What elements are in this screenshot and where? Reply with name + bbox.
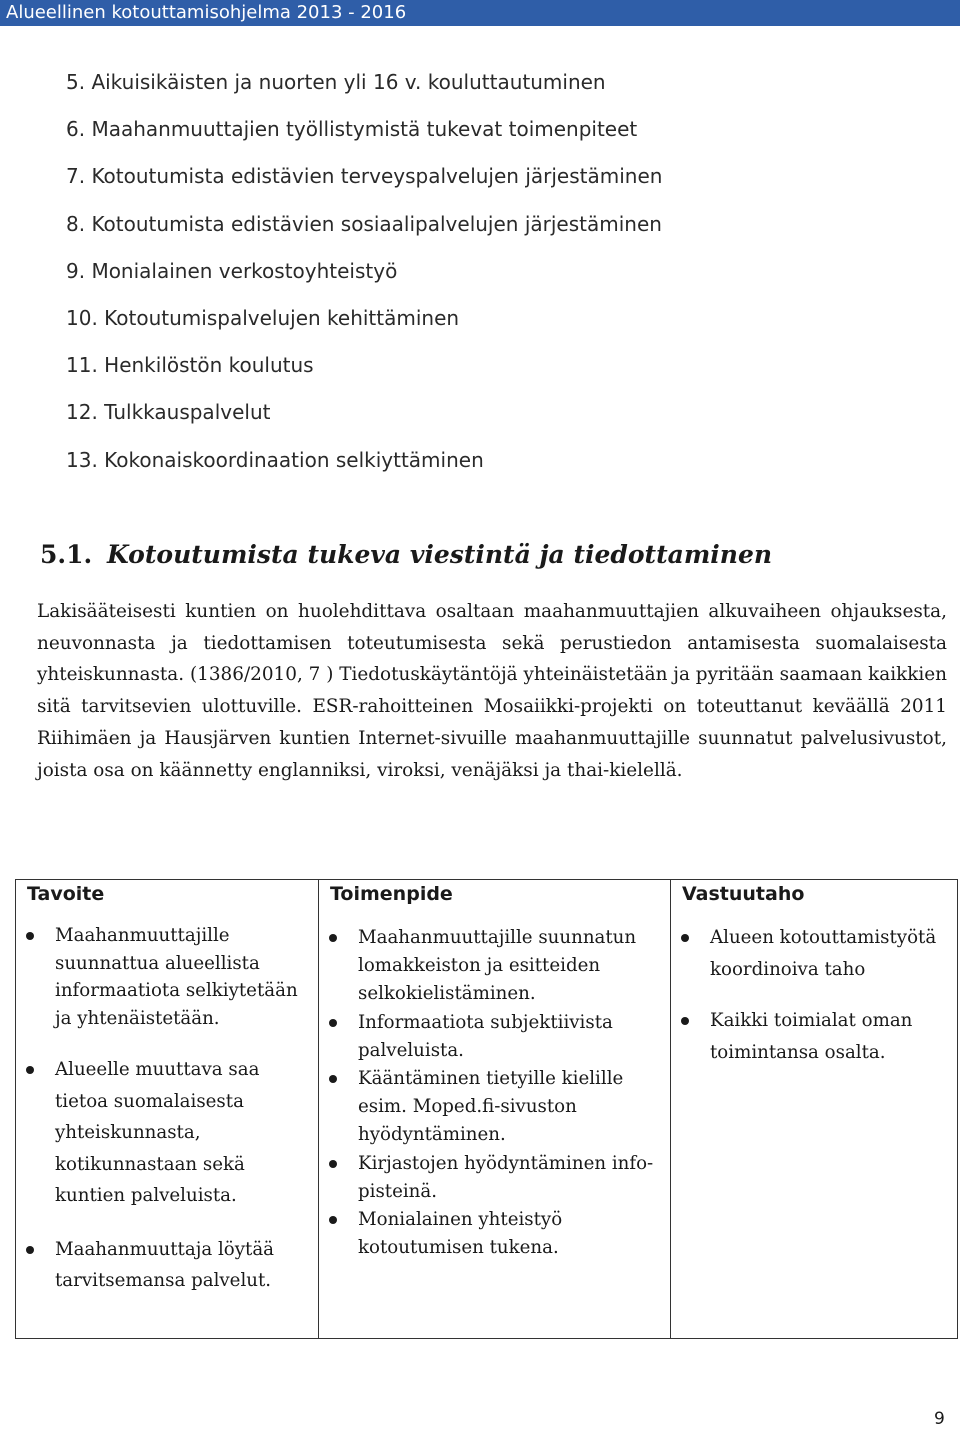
- goal-item: Alueelle muuttava saa tietoa suomalaisesta yhteiskunnasta, kotikunnastaan sekä kuntien palveluista.: [16, 1054, 318, 1212]
- topic-item: 12. Tulkkauspalvelut: [66, 400, 271, 425]
- responsible-list: [671, 910, 957, 1068]
- topic-item: 11. Henkilöstön koulutus: [66, 353, 314, 378]
- header-action: Toimenpide: [318, 880, 670, 908]
- topic-item: 9. Monialainen verkostoyhteistyö: [66, 258, 398, 283]
- action-cell: [318, 908, 670, 1338]
- action-item: Informaatiota subjektiivista palveluista.: [319, 1009, 670, 1065]
- goal-cell: [16, 908, 318, 1338]
- section-paragraph: Lakisääteisesti kuntien on huolehdittava osaltaan maahanmuuttajien alkuvaiheen ohjauksesta, neuvonnasta ja tiedottamisen toteutumisesta sekä perustiedon antamisesta suomalaisesta yhteiskunnasta. (1386/2010, 7 ) Tiedotuskäytäntöjä yhteinäistetään ja pyritään saamaan kaikkien sitä tarvitsevien ulottuville. ESR-rahoitteinen Mosaiikki-projekti on toteuttanut keväällä 2011 Riihimäen ja Hausjärven kuntien Internet-sivuille maahanmuuttajille suunnatut palvelusivustot, joista osa on käännetty englanniksi, viroksi, venäjäksi ja thai-kielellä.: [37, 601, 947, 781]
- goal-item: Maahanmuuttajille suunnattua alueellista informaatiota selkiytetään ja yhtenäistetään.: [16, 922, 318, 1032]
- action-list: [319, 910, 670, 1262]
- topic-item: 5. Aikuisikäisten ja nuorten yli 16 v. kouluttautuminen: [66, 70, 606, 94]
- document-header: [0, 0, 960, 26]
- action-item: Kirjastojen hyödyntäminen info-pisteinä.: [319, 1150, 670, 1206]
- goal-list: [16, 910, 318, 1297]
- header-goal: Tavoite: [27, 883, 105, 905]
- document-title: Alueellinen kotouttamisohjelma 2013 - 2016: [6, 2, 407, 23]
- topic-item: 7. Kotoutumista edistävien terveyspalvelujen järjestäminen: [66, 164, 663, 189]
- responsible-item: Alueen kotouttamistyötä koordinoiva taho: [671, 922, 957, 985]
- page-number: 9: [934, 1409, 945, 1429]
- topic-list: [66, 66, 662, 491]
- topic-item: 6. Maahanmuuttajien työllistymistä tukevat toimenpiteet: [66, 117, 638, 142]
- action-item: Kääntäminen tietyille kielille esim. Moped.fi-sivuston hyödyntäminen.: [319, 1065, 670, 1150]
- topic-item: 8. Kotoutumista edistävien sosiaalipalvelujen järjestäminen: [66, 211, 662, 236]
- action-item: Maahanmuuttajille suunnatun lomakkeiston ja esitteiden selkokielistäminen.: [319, 924, 670, 1009]
- section-number: 5.1.: [40, 540, 93, 569]
- topic-item: 10. Kotoutumispalvelujen kehittäminen: [66, 305, 460, 330]
- responsible-cell: [670, 908, 957, 1338]
- action-item: Monialainen yhteistyö kotoutumisen tukena.: [319, 1206, 670, 1262]
- goal-item: Maahanmuuttaja löytää tarvitsemansa palvelut.: [16, 1234, 318, 1297]
- responsible-item: Kaikki toimialat oman toimintansa osalta.: [671, 1005, 957, 1068]
- topic-item: 13. Kokonaiskoordinaation selkiyttäminen: [66, 447, 484, 472]
- section-title: Kotoutumista tukeva viestintä ja tiedottaminen: [107, 540, 773, 569]
- section-heading: [40, 540, 772, 569]
- action-plan-table: [15, 879, 958, 1339]
- header-responsible: Vastuutaho: [670, 880, 957, 908]
